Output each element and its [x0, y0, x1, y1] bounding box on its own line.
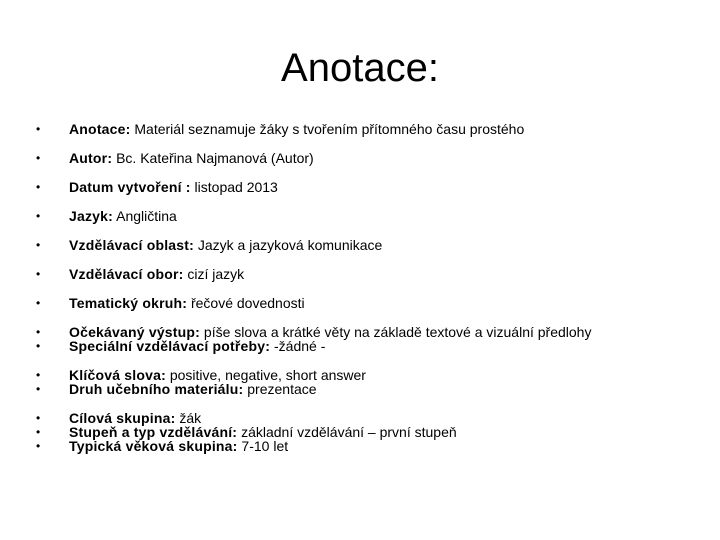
- list-item: [69, 439, 457, 453]
- item-value: cizí jazyk: [183, 266, 245, 282]
- bullet-icon: •: [36, 267, 41, 281]
- item-label: Tematický okruh:: [69, 295, 188, 311]
- item-label: Očekávaný výstup:: [69, 324, 201, 340]
- list-item: [69, 339, 591, 353]
- item-label: Autor:: [69, 150, 113, 166]
- annotation-list: [36, 122, 696, 468]
- bullet-icon: •: [36, 425, 41, 439]
- list-item: [69, 425, 457, 439]
- list-item: [36, 180, 696, 194]
- list-item: [69, 368, 366, 382]
- bullet-icon: •: [36, 411, 41, 425]
- item-label: Anotace:: [69, 121, 131, 137]
- bullet-icon: •: [36, 151, 41, 165]
- item-label: Klíčová slova:: [69, 367, 166, 383]
- item-label: Jazyk:: [69, 208, 114, 224]
- list-item: [36, 267, 696, 281]
- bullet-icon: •: [36, 439, 41, 453]
- item-value: listopad 2013: [190, 179, 278, 195]
- item-label: Datum vytvoření :: [69, 179, 191, 195]
- list-item: [36, 122, 696, 136]
- list-item: [69, 411, 457, 425]
- list-group: [36, 411, 696, 453]
- bullet-icon: •: [36, 296, 41, 310]
- item-value: Angličtina: [113, 208, 177, 224]
- bullet-icon: •: [36, 382, 41, 396]
- item-value: Bc. Kateřina Najmanová (Autor): [112, 150, 314, 166]
- item-label: Vzdělávací oblast:: [69, 237, 194, 253]
- bullet-icon: •: [36, 325, 41, 339]
- item-label: Stupeň a typ vzdělávání:: [69, 424, 238, 440]
- item-value: řečové dovednosti: [187, 295, 305, 311]
- item-value: žák: [175, 410, 202, 426]
- bullet-icon: •: [36, 339, 41, 353]
- bullet-icon: •: [36, 368, 41, 382]
- item-label: Cílová skupina:: [69, 410, 176, 426]
- list-group: [36, 368, 696, 396]
- list-item: [69, 382, 366, 396]
- item-label: Druh učebního materiálu:: [69, 381, 244, 397]
- item-label: Vzdělávací obor:: [69, 266, 184, 282]
- item-value: základní vzdělávání – první stupeň: [237, 424, 457, 440]
- item-value: -žádné -: [270, 338, 326, 354]
- item-value: píše slova a krátké věty na základě textové a vizuální předlohy: [200, 324, 592, 340]
- list-group: [36, 325, 696, 353]
- item-value: prezentace: [243, 381, 317, 397]
- bullet-icon: •: [36, 238, 41, 252]
- list-item: [36, 296, 696, 310]
- item-value: Jazyk a jazyková komunikace: [193, 237, 383, 253]
- item-value: Materiál seznamuje žáky s tvořením přítomného času prostého: [130, 121, 525, 137]
- item-value: 7-10 let: [237, 438, 289, 454]
- bullet-icon: •: [36, 209, 41, 223]
- item-label: Typická věková skupina:: [69, 438, 238, 454]
- bullet-icon: •: [36, 180, 41, 194]
- slide-title: Anotace:: [281, 46, 439, 90]
- list-item: [36, 238, 696, 252]
- list-item: [69, 325, 591, 339]
- bullet-icon: •: [36, 122, 41, 136]
- item-label: Speciální vzdělávací potřeby:: [69, 338, 271, 354]
- list-item: [36, 209, 696, 223]
- list-item: [36, 151, 696, 165]
- item-value: positive, negative, short answer: [165, 367, 366, 383]
